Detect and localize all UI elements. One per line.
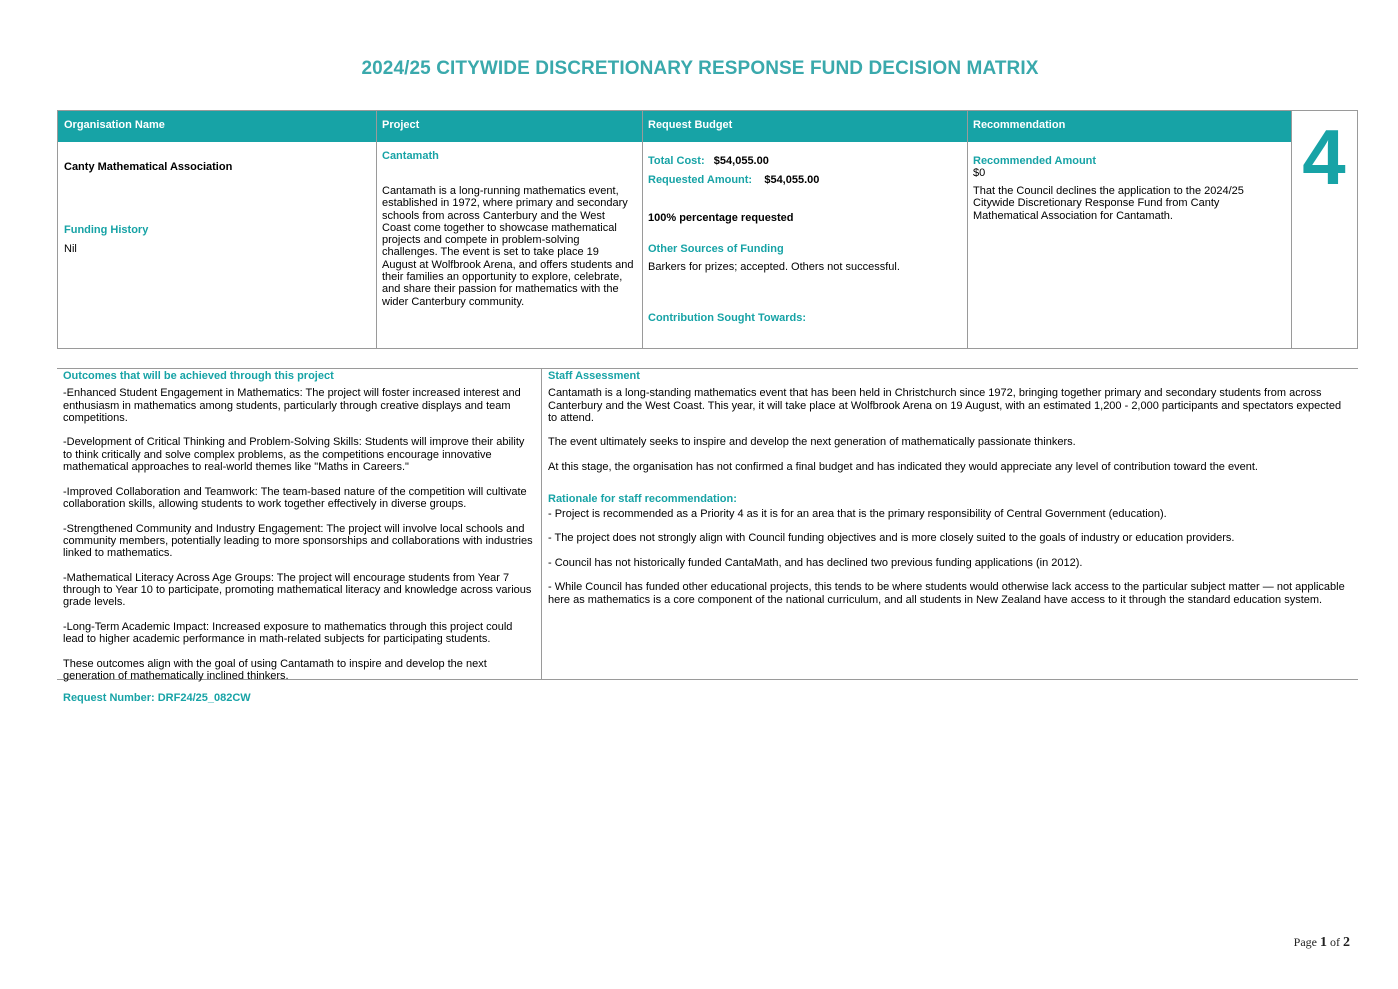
requested-amount-label: Requested Amount: [648, 174, 753, 186]
rationale-item: - The project does not strongly align with Council funding objectives and is more closely suited to the goals of industry or education providers. [548, 532, 1235, 545]
section-divider [541, 369, 542, 679]
assessment-section [57, 368, 1358, 683]
total-cost-row [648, 155, 769, 167]
percentage-requested: 100% percentage requested [648, 212, 794, 224]
outcomes-heading: Outcomes that will be achieved through this project [63, 370, 334, 382]
page-number-footer [1294, 935, 1350, 951]
decision-matrix-table [57, 110, 1358, 349]
rationale-item: - While Council has funded other educational projects, this tends to be where students would otherwise lack access to the particular subject matter — not applicable here as mathematics is a core component of the national curriculum, and all students in New Zealand have access to it through the standard education system. [548, 581, 1345, 606]
project-description: Cantamath is a long-running mathematics event, established in 1972, where primary and secondary schools from across Canterbury and the West Coast come together to showcase mathematical projects and compete in problem-solving challenges. The event is set to take place 19 August at Wolfbrook Arena, and offers students and their families an opportunity to explore, celebrate, and share their passion for mathematics with the wider Canterbury community. [382, 185, 634, 308]
current-page: 1 [1320, 935, 1327, 950]
requested-amount-row [648, 174, 819, 186]
project-name: Cantamath [382, 150, 439, 162]
recommended-amount-label: Recommended Amount [973, 155, 1097, 167]
header-budget: Request Budget [642, 111, 967, 142]
header-recommendation: Recommendation [967, 111, 1292, 142]
outcome-item: -Development of Critical Thinking and Problem-Solving Skills: Students will improve their ability to think critically and solve complex problems, as the competitions encourage innovative mathematical approaches to real-world themes like "Maths in Careers." [63, 436, 525, 474]
outcomes-column [63, 369, 535, 682]
outcome-item: -Mathematical Literacy Across Age Groups: The project will encourage students from Year 7 through to Year 10 to participate, promoting mathematical literacy and knowledge across various grade levels. [63, 571, 532, 609]
other-sources-label: Other Sources of Funding [648, 243, 784, 255]
requested-amount-value: $54,055.00 [764, 174, 820, 186]
header-project: Project [376, 111, 642, 142]
rationale-item: - Project is recommended as a Priority 4 as it is for an area that is the primary responsibility of Central Government (education). [548, 507, 1167, 520]
funding-history-value: Nil [64, 243, 77, 255]
priority-number: 4 [1302, 113, 1346, 201]
recommendation-cell [973, 142, 1285, 348]
column-divider [967, 111, 968, 348]
outcome-item: -Long-Term Academic Impact: Increased exposure to mathematics through this project could lead to higher academic performance in math-related subjects for participating students. [63, 620, 513, 646]
budget-cell [648, 142, 961, 348]
staff-assessment-column [548, 369, 1353, 618]
page-word: Page [1293, 935, 1317, 949]
organisation-cell [64, 142, 370, 348]
total-pages: 2 [1343, 935, 1350, 950]
contribution-label: Contribution Sought Towards: [648, 312, 807, 324]
outcome-summary: These outcomes align with the goal of using Cantamath to inspire and develop the next generation of mathematically inclined thinkers. [63, 657, 487, 683]
funding-history-label: Funding History [64, 224, 149, 236]
staff-paragraph: The event ultimately seeks to inspire and develop the next generation of mathematically passionate thinkers. [548, 436, 1076, 449]
page-title: 2024/25 CITYWIDE DISCRETIONARY RESPONSE FUND DECISION MATRIX [361, 58, 1039, 79]
project-cell [382, 142, 636, 348]
header-organisation: Organisation Name [58, 111, 376, 142]
request-number: Request Number: DRF24/25_082CW [63, 692, 251, 704]
staff-paragraph: At this stage, the organisation has not confirmed a final budget and has indicated they would appreciate any level of contribution toward the event. [548, 461, 1258, 474]
total-cost-label: Total Cost: [648, 155, 705, 167]
outcome-item: -Enhanced Student Engagement in Mathematics: The project will foster increased interest and enthusiasm in mathematics among students, particularly through creative displays and team competitions. [63, 387, 521, 424]
recommendation-text: That the Council declines the application to the 2024/25 Citywide Discretionary Response Fund from Canty Mathematical Association for Cantamath. [973, 185, 1244, 222]
of-word: of [1330, 935, 1340, 949]
rationale-item: - Council has not historically funded CantaMath, and has declined two previous funding applications (in 2012). [548, 556, 1083, 569]
outcome-item: -Improved Collaboration and Teamwork: The team-based nature of the competition will cultivate collaboration skills, allowing students to work together effectively in diverse groups. [63, 485, 527, 510]
staff-assessment-heading: Staff Assessment [548, 370, 640, 382]
organisation-name: Canty Mathematical Association [64, 161, 233, 173]
other-sources-value: Barkers for prizes; accepted. Others not successful. [648, 261, 900, 273]
outcome-item: -Strengthened Community and Industry Engagement: The project will involve local schools and community members, potentially leading to more sponsorships and collaborations with industries linked to mathematics. [63, 522, 533, 560]
rationale-heading: Rationale for staff recommendation: [548, 493, 737, 506]
column-divider [376, 111, 377, 348]
recommended-amount-value: $0 [973, 167, 986, 179]
staff-paragraph: Cantamath is a long-standing mathematics event that has been held in Christchurch since 1972, bringing together primary and secondary students from across Canterbury and the West Coast. This year, it will take place at Wolfbrook Arena on 19 August, with an estimated 1,200 - 2,000 participants and spectators expected to attend. [548, 387, 1342, 424]
column-divider [642, 111, 643, 348]
total-cost-value: $54,055.00 [713, 155, 769, 167]
